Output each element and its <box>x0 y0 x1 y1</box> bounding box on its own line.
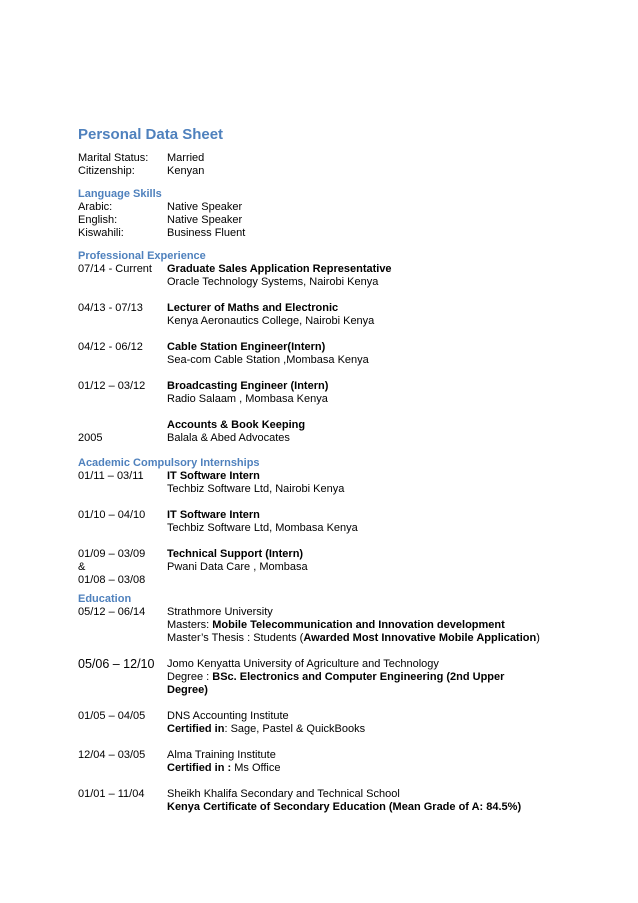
entry-title: Accounts & Book Keeping <box>167 419 306 431</box>
experience-entry <box>78 302 618 328</box>
entry-date-amp: & <box>78 561 86 573</box>
education-entry <box>78 788 618 814</box>
certified-label: Certified in <box>167 723 225 735</box>
education-entry <box>78 710 618 736</box>
certificate-name: Kenya Certificate of Secondary Education (Mean Grade of A: 84.5%) <box>167 801 522 813</box>
language-level: Business Fluent <box>167 227 246 239</box>
internships-section <box>78 470 618 587</box>
entry-org: Balala & Abed Advocates <box>167 432 290 444</box>
entry-title: Technical Support (Intern) <box>167 548 304 560</box>
language-row <box>78 214 618 227</box>
certified-value: Ms Office <box>231 762 281 774</box>
degree-prefix: Masters: <box>167 619 213 631</box>
data-sheet <box>78 124 618 814</box>
entry-date: 07/14 - Current <box>78 263 152 275</box>
education-heading: Education <box>78 593 132 605</box>
entry-date: 01/05 – 04/05 <box>78 710 146 722</box>
education-entry <box>78 658 618 697</box>
language-heading: Language Skills <box>78 188 162 200</box>
entry-school: Strathmore University <box>167 606 273 618</box>
language-level: Native Speaker <box>167 214 243 226</box>
marital-status-value: Married <box>167 152 205 164</box>
entry-title: Lecturer of Maths and Electronic <box>167 302 339 314</box>
entry-school: Sheikh Khalifa Secondary and Technical School <box>167 788 400 800</box>
experience-heading: Professional Experience <box>78 250 206 262</box>
language-label: Kiswahili: <box>78 227 124 239</box>
experience-section <box>78 263 618 445</box>
entry-title: Cable Station Engineer(Intern) <box>167 341 326 353</box>
language-row <box>78 227 618 240</box>
page-title: Personal Data Sheet <box>78 126 224 143</box>
citizenship-row <box>78 165 618 178</box>
entry-school: Jomo Kenyatta University of Agriculture and Technology <box>167 658 439 670</box>
language-row <box>78 201 618 214</box>
experience-entry <box>78 419 618 445</box>
entry-org: Techbiz Software Ltd, Mombasa Kenya <box>167 522 358 534</box>
education-entry <box>78 749 618 775</box>
personal-section <box>78 152 618 178</box>
education-entry <box>78 606 618 645</box>
degree-prefix: Degree : <box>167 671 213 683</box>
entry-title: Broadcasting Engineer (Intern) <box>167 380 329 392</box>
entry-date: 2005 <box>78 432 103 444</box>
thesis-award: Awarded Most Innovative Mobile Application <box>303 632 537 644</box>
internship-entry <box>78 548 618 587</box>
entry-date: 12/04 – 03/05 <box>78 749 146 761</box>
experience-entry <box>78 341 618 367</box>
entry-org: Techbiz Software Ltd, Nairobi Kenya <box>167 483 345 495</box>
language-label: Arabic: <box>78 201 113 213</box>
entry-date: 01/01 – 11/04 <box>78 788 145 800</box>
entry-school: Alma Training Institute <box>167 749 276 761</box>
entry-title: IT Software Intern <box>167 470 260 482</box>
entry-title: IT Software Intern <box>167 509 260 521</box>
certified-label: Certified in : <box>167 762 232 774</box>
entry-date: 04/13 - 07/13 <box>78 302 143 314</box>
entry-org: Pwani Data Care , Mombasa <box>167 561 308 573</box>
thesis-prefix: Master’s Thesis : Students ( <box>167 632 304 644</box>
degree-name: Mobile Telecommunication and Innovation development <box>212 619 505 631</box>
language-section <box>78 201 618 240</box>
certified-value: : Sage, Pastel & QuickBooks <box>224 723 366 735</box>
degree-name: BSc. Electronics and Computer Engineering (2nd Upper Degree) <box>167 671 505 696</box>
entry-date: 01/11 – 03/11 <box>78 470 144 482</box>
internships-heading: Academic Compulsory Internships <box>78 457 260 469</box>
language-level: Native Speaker <box>167 201 243 213</box>
entry-date: 05/12 – 06/14 <box>78 606 146 618</box>
entry-date: 05/06 – 12/10 <box>78 657 155 671</box>
entry-org: Sea-com Cable Station ,Mombasa Kenya <box>167 354 369 366</box>
citizenship-label: Citizenship: <box>78 165 135 177</box>
entry-org: Radio Salaam , Mombasa Kenya <box>167 393 328 405</box>
language-label: English: <box>78 214 118 226</box>
entry-school: DNS Accounting Institute <box>167 710 289 722</box>
experience-entry <box>78 380 618 406</box>
experience-entry <box>78 263 618 289</box>
marital-status-row <box>78 152 618 165</box>
internship-entry <box>78 509 618 535</box>
entry-date: 01/10 – 04/10 <box>78 509 146 521</box>
citizenship-value: Kenyan <box>167 165 205 177</box>
entry-date-second: 01/08 – 03/08 <box>78 574 146 586</box>
education-section <box>78 606 618 814</box>
entry-title: Graduate Sales Application Representative <box>167 263 392 275</box>
entry-date: 01/12 – 03/12 <box>78 380 146 392</box>
entry-org: Oracle Technology Systems, Nairobi Kenya <box>167 276 379 288</box>
internship-entry <box>78 470 618 496</box>
thesis-suffix: ) <box>536 632 540 644</box>
entry-org: Kenya Aeronautics College, Nairobi Kenya <box>167 315 375 327</box>
entry-date: 01/09 – 03/09 <box>78 548 146 560</box>
entry-date: 04/12 - 06/12 <box>78 341 143 353</box>
marital-status-label: Marital Status: <box>78 152 149 164</box>
